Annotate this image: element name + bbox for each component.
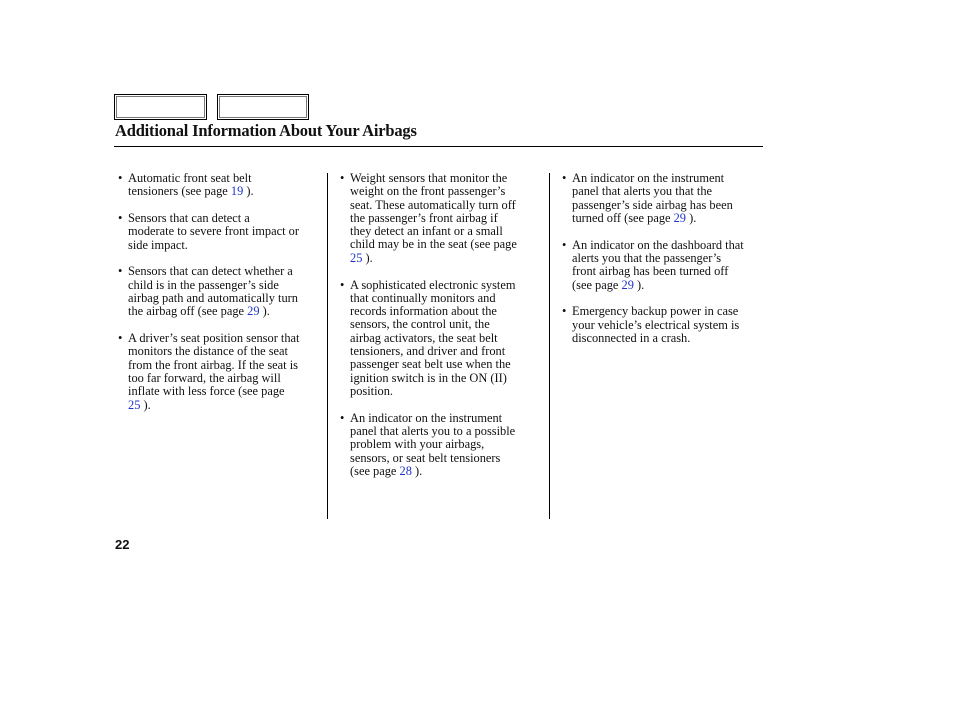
- bullet-line: Weight sensors that monitor the: [350, 171, 508, 185]
- column-2: [340, 172, 545, 492]
- bullet-item: [118, 212, 323, 252]
- bullet-trailing-text: ).: [362, 250, 373, 265]
- bullet-trailing-text: ).: [140, 397, 151, 412]
- bullet-line: weight on the front passenger’s: [350, 184, 506, 199]
- bullet-line: moderate to severe front impact or: [128, 224, 299, 239]
- page-link[interactable]: 29: [621, 277, 634, 292]
- bullet-line: Automatic front seat belt: [128, 171, 252, 185]
- bullet-line: your vehicle’s electrical system is: [572, 317, 740, 332]
- column-3: [562, 172, 767, 359]
- bullet-list-1: [118, 172, 323, 412]
- column-divider-2: [549, 173, 550, 519]
- bullet-item: [340, 172, 545, 265]
- page-link[interactable]: 25: [350, 250, 363, 265]
- bullet-line: sensors, or seat belt tensioners: [350, 450, 501, 465]
- bullet-line: Emergency backup power in case: [572, 304, 739, 319]
- bullet-line: child is in the passenger’s side: [128, 277, 279, 292]
- bullet-line: the passenger’s front airbag if: [350, 210, 498, 225]
- bullet-line: (see page: [572, 277, 622, 292]
- page-title: Additional Information About Your Airbags: [115, 121, 417, 140]
- bullet-line: records information about the: [350, 304, 497, 319]
- bullet-line: airbag path and automatically turn: [128, 291, 298, 306]
- bullet-line: (see page: [350, 463, 400, 478]
- bullet-line: they detect an infant or a small: [350, 224, 503, 239]
- bullet-line: turned off (see page: [572, 210, 674, 225]
- page-link[interactable]: 28: [399, 463, 412, 478]
- bullet-list-3: [562, 172, 767, 345]
- bullet-list-2: [340, 172, 545, 478]
- bullet-trailing-text: ).: [633, 277, 645, 292]
- bullet-line: problem with your airbags,: [350, 437, 485, 452]
- bullet-line: the airbag off (see page: [128, 304, 248, 319]
- bullet-line: panel that alerts you that the: [572, 184, 713, 199]
- page-link[interactable]: 29: [247, 304, 260, 319]
- bullet-line: ignition switch is in the ON (II): [350, 370, 507, 385]
- bullet-line: An indicator on the instrument: [572, 171, 725, 185]
- bullet-line: passenger seat belt use when the: [350, 357, 511, 372]
- bullet-trailing-text: ).: [243, 184, 254, 199]
- bullet-line: passenger’s side airbag has been: [572, 197, 733, 212]
- bullet-item: [340, 412, 545, 478]
- bullet-item: [562, 305, 767, 345]
- bullet-line: airbag activators, the seat belt: [350, 330, 498, 345]
- page-link[interactable]: 29: [673, 210, 686, 225]
- bullet-line: An indicator on the instrument: [350, 410, 503, 425]
- page-link[interactable]: 19: [230, 184, 244, 199]
- bullet-line: A sophisticated electronic system: [350, 277, 516, 292]
- bullet-line: Sensors that can detect whether a: [128, 264, 293, 279]
- bullet-item: [118, 332, 323, 412]
- bullet-line: seat. These automatically turn off: [350, 197, 516, 212]
- bullet-line: tensioners, and driver and front: [350, 344, 506, 359]
- bullet-line: Sensors that can detect a: [128, 211, 250, 226]
- bullet-line: from the front airbag. If the seat is: [128, 357, 298, 372]
- bullet-line: An indicator on the dashboard that: [572, 237, 744, 252]
- bullet-trailing-text: ).: [259, 304, 270, 319]
- column-1: [118, 172, 323, 425]
- bullet-line: A driver’s seat position sensor that: [128, 331, 300, 346]
- bullet-line: disconnected in a crash.: [572, 330, 691, 345]
- bullet-trailing-text: ).: [686, 210, 697, 225]
- bullet-item: [562, 239, 767, 292]
- bullet-item: [118, 265, 323, 318]
- bullet-line: tensioners (see page: [128, 184, 231, 199]
- bullet-item: [562, 172, 767, 225]
- bullet-line: sensors, the control unit, the: [350, 317, 490, 332]
- bullet-line: front airbag has been turned off: [572, 264, 729, 279]
- bullet-line: that continually monitors and: [350, 290, 496, 305]
- title-underline: [114, 146, 763, 147]
- column-divider-1: [327, 173, 328, 519]
- bullet-item: [340, 279, 545, 399]
- bullet-line: inflate with less force (see page: [128, 384, 285, 399]
- bullet-item: [118, 172, 323, 199]
- page-number: 22: [115, 537, 130, 552]
- bullet-line: child may be in the seat (see page: [350, 237, 517, 252]
- bullet-line: position.: [350, 383, 394, 398]
- bullet-line: side impact.: [128, 237, 188, 252]
- bullet-line: alerts you that the passenger’s: [572, 250, 722, 265]
- nav-button-1[interactable]: [114, 94, 207, 120]
- bullet-line: monitors the distance of the seat: [128, 344, 289, 359]
- nav-button-2[interactable]: [217, 94, 309, 120]
- page-link[interactable]: 25: [128, 397, 141, 412]
- bullet-line: too far forward, the airbag will: [128, 371, 281, 386]
- bullet-trailing-text: ).: [411, 463, 423, 478]
- bullet-line: panel that alerts you to a possible: [350, 424, 516, 439]
